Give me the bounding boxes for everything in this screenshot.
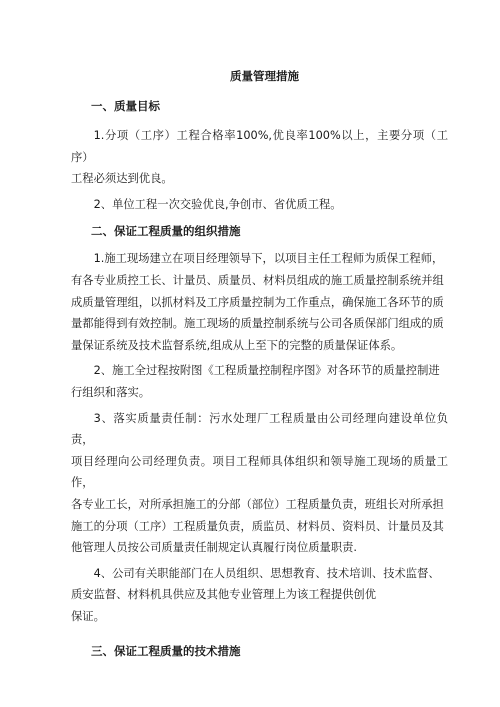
section-heading-technical-measures: 三、保证工程质量的技术措施 [91,644,241,659]
paragraph-line: 1.施工现场建立在项目经理领导下，以项目主任工程师为质保工程师， [93,252,444,266]
paragraph-line: 质安监督、材料机具供应及其他专业管理上为该工程提供创优 [71,588,377,602]
paragraph-line: 1.分项（工序）工程合格率100%,优良率100%以上，主要分项（工序） [71,129,448,164]
paragraph-line: 项目经理向公司经理负责。项目工程师具体组织和领导施工现场的质量工作， [71,454,448,490]
paragraph-line: 他管理人员按公司质量责任制规定认真履行岗位质量职责. [71,541,358,555]
paragraph-line: 3、落实质量责任制：污水处理厂工程质量由公司经理向建设单位负责， [71,411,448,447]
paragraph-line: 施工的分项（工序）工程质量负责，质监员、材料员、资料员、计量员及其 [71,519,444,533]
paragraph-2-1 [71,248,448,356]
section-heading-organizational-measures: 二、保证工程质量的组织措施 [91,224,241,239]
section-heading-quality-goals: 一、质量目标 [91,99,160,113]
paragraph-line: 量保证系统及技术监督系统,组成从上至下的完整的质量保证体系。 [71,338,403,352]
paragraph-line: 2、施工全过程按附图《工程质量控制程序图》对各环节的质量控制进 [93,364,440,378]
paragraph-line: 工程必须达到优良。 [71,172,173,186]
paragraph-line: 行组织和落实。 [71,385,151,399]
paragraph-1-2 [71,194,448,216]
paragraph-2-2 [71,360,448,403]
paragraph-2-3 [71,408,448,559]
paragraph-line: 4、公司有关职能部门在人员组织、思想教育、技术培训、技术监督、 [93,566,440,580]
paragraph-line: 成质量管理组，以抓材料及工序质量控制为工作重点，确保施工各环节的质 [71,295,444,309]
paragraph-line: 量都能得到有效控制。施工现场的质量控制系统与公司各质保部门组成的质 [71,317,444,331]
paragraph-line: 保证。 [71,609,105,623]
document-title: 质量管理措施 [230,69,299,83]
paragraph-line: 2、单位工程一次交验优良,争创市、省优质工程。 [93,197,342,211]
paragraph-1-1 [71,125,448,190]
paragraph-line: 各专业工长，对所承担施工的分部（部位）工程质量负责，班组长对所承担 [71,497,444,511]
paragraph-2-4 [71,563,448,628]
paragraph-line: 有各专业质控工长、计量员、质量员、材料员组成的施工质量控制系统并组 [71,273,444,287]
